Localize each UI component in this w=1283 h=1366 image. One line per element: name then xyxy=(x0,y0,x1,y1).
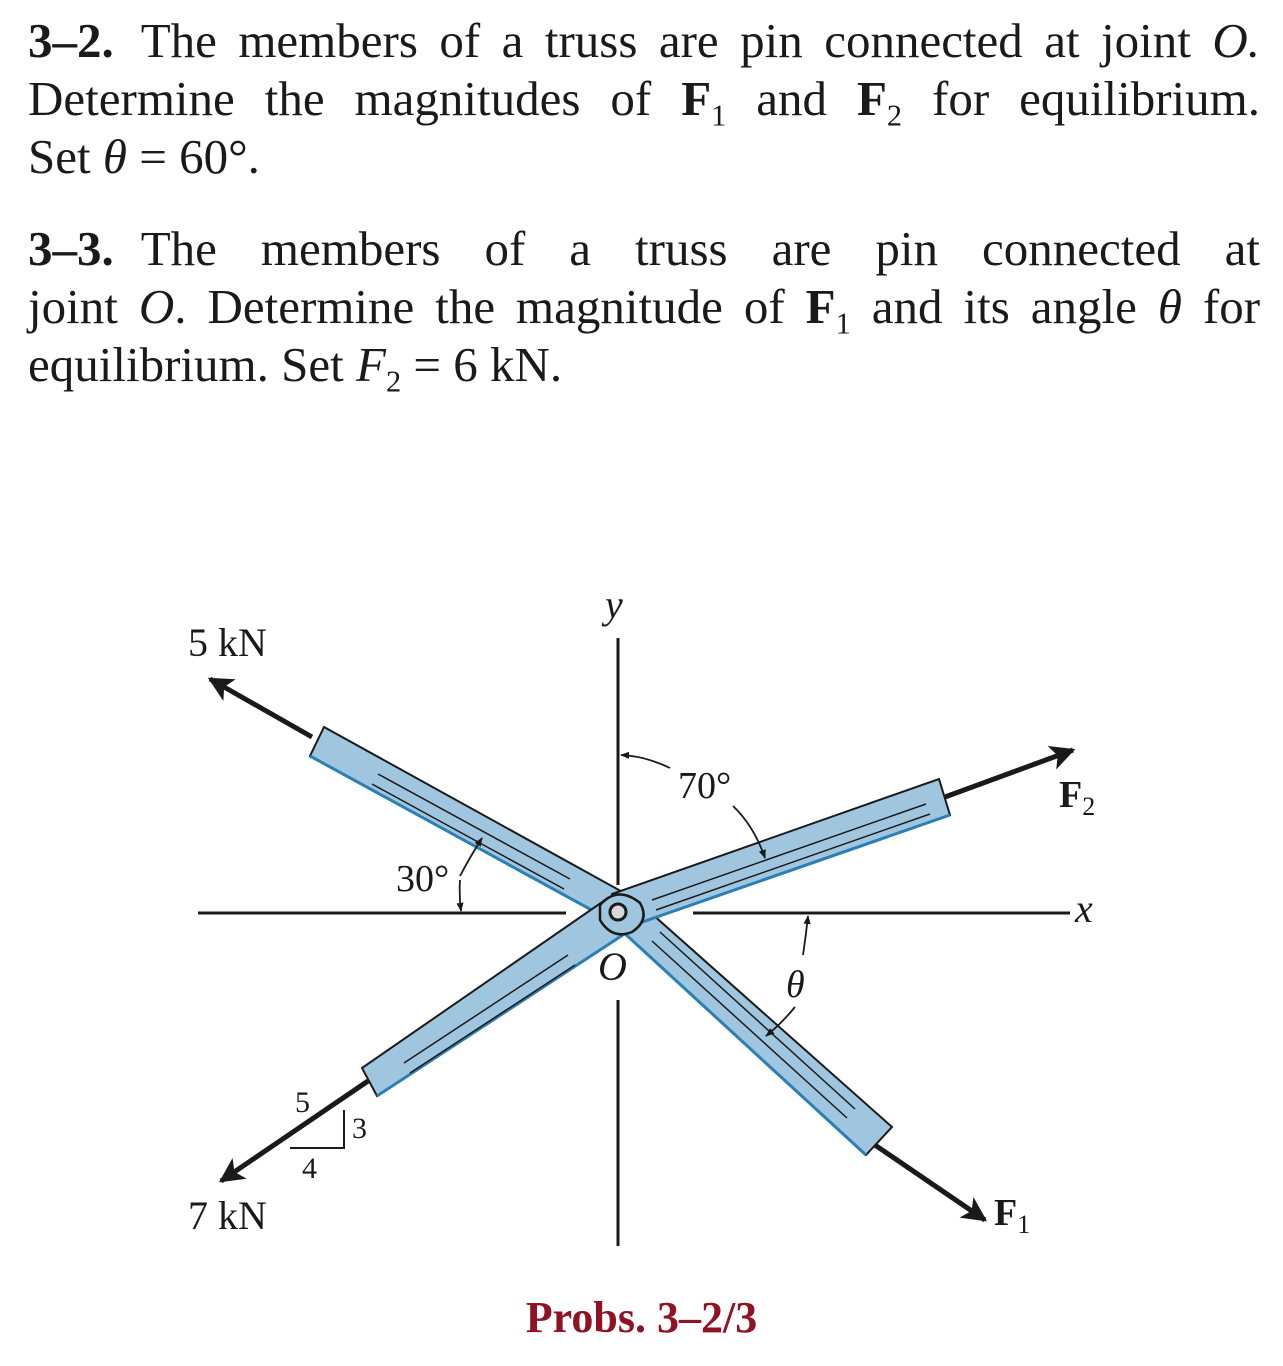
member-lower-left xyxy=(362,898,632,1096)
problem-3-2-line-1: 3–2. The members of a truss are pin connected at joint O. xyxy=(28,13,1260,68)
slope-5-label: 5 xyxy=(295,1086,310,1119)
x-axis-label: x xyxy=(1075,886,1093,931)
pin-icon xyxy=(610,904,626,920)
slope-3-label: 3 xyxy=(352,1112,367,1145)
gusset-pin xyxy=(600,894,644,934)
problem-number: 3–3. xyxy=(28,221,114,276)
angle-theta-arc xyxy=(803,916,808,955)
problem-3-2-line-3: Set θ = 60°. xyxy=(28,129,260,184)
angle-theta-label: θ xyxy=(786,964,805,1006)
angle-70-arc xyxy=(621,755,670,768)
angle-30-arc-lower xyxy=(460,880,461,911)
problem-3-3-line-2: joint O. Determine the magnitude of $F_1$ and its angle θ for xyxy=(28,279,1261,341)
problem-3-2-line-2: Determine the magnitudes of $F_1$ and $F_2$ for equilibrium. xyxy=(28,71,1261,133)
load-7kn-label: 7 kN xyxy=(188,1193,267,1238)
problem-3-3-line-1: 3–3. The members of a truss are pin connected at xyxy=(28,221,1260,276)
force-f2-arrow xyxy=(945,750,1073,797)
slope-4-label: 4 xyxy=(302,1152,317,1185)
truss-members xyxy=(310,727,950,1155)
member-lower-right xyxy=(610,898,892,1155)
problem-number: 3–2. xyxy=(28,13,114,68)
angle-70-label: 70° xyxy=(678,765,732,807)
force-f2-label: $F_2$ xyxy=(1059,774,1096,821)
angle-30-label: 30° xyxy=(396,858,450,900)
member-upper-right xyxy=(612,779,950,927)
member-upper-left xyxy=(310,727,637,925)
force-5kn-arrow xyxy=(210,679,312,737)
load-5kn-label: 5 kN xyxy=(188,620,267,665)
y-axis-label: y xyxy=(605,582,623,627)
figure-caption: Probs. 3–2/3 xyxy=(525,1293,758,1342)
problem-3-3-line-3: equilibrium. Set $F_2 = 6$ kN. xyxy=(28,337,563,399)
force-f1-arrow xyxy=(872,1143,985,1220)
joint-o-label: O xyxy=(598,944,627,989)
force-f1-label: $F_1$ xyxy=(994,1192,1031,1239)
